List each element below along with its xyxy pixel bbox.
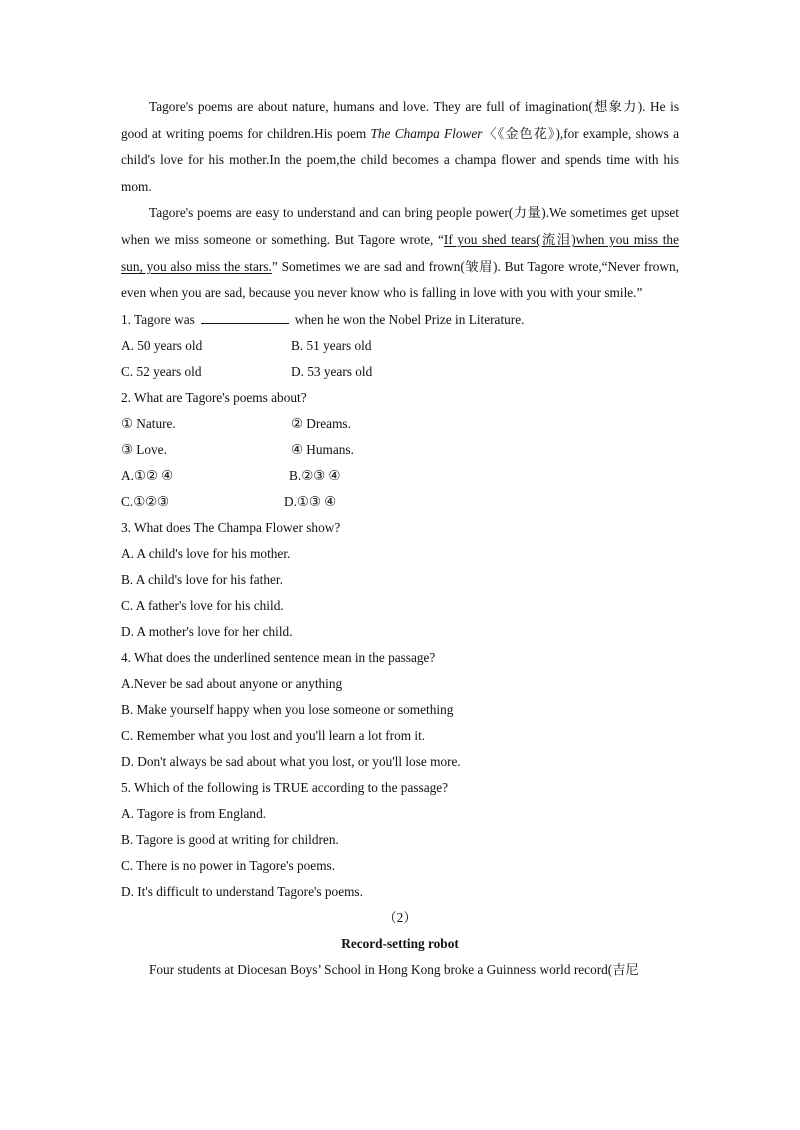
- question-2-options-row-1: [121, 463, 679, 489]
- q2-item-2: ② Dreams.: [291, 415, 351, 431]
- paragraph-2-text-a: Tagore's poems are easy to understand and can bring people power(力量).We sometimes get upset when we miss someone or something. But Tagore wrote, “: [121, 205, 679, 247]
- q2-item-4: ④ Humans.: [291, 441, 354, 457]
- q4-option-d: D. Don't always be sad about what you lost, or you'll lose more.: [121, 753, 461, 769]
- question-2-items-row-2: [121, 437, 679, 463]
- paragraph-1-text-b: 〈《金色花》),for example, shows a child's love for his mother.In the poem,the child becomes a champa flower and spends time with his mom.: [121, 125, 679, 194]
- passage-paragraph-2: [121, 200, 679, 306]
- passage-paragraph-1: [121, 94, 679, 200]
- q4-option-c: C. Remember what you lost and you'll learn a lot from it.: [121, 727, 426, 743]
- section-title: Record-setting robot: [341, 935, 459, 951]
- q3-option-b: B. A child's love for his father.: [121, 571, 283, 587]
- q3-option-a: A. A child's love for his mother.: [121, 545, 291, 561]
- paragraph-2-text-b: ” Sometimes we are sad and frown(皱眉). But Tagore wrote,“Never frown, even when you are sad, because you never know who is falling in love with you with your smile.”: [121, 258, 679, 301]
- question-1-options-row-1: [121, 333, 679, 359]
- question-1-stem-b: when he won the Nobel Prize in Literature.: [294, 311, 525, 327]
- q5-option-c: C. There is no power in Tagore's poems.: [121, 857, 336, 873]
- section-number: （2）: [383, 909, 417, 925]
- q4-option-a: A.Never be sad about anyone or anything: [121, 675, 343, 691]
- answer-blank: [201, 309, 289, 324]
- q1-option-b: B. 51 years old: [291, 337, 372, 353]
- question-1-options-row-2: [121, 359, 679, 385]
- q1-option-d: D. 53 years old: [291, 363, 373, 379]
- q2-item-1: ① Nature.: [121, 415, 176, 431]
- q4-option-b: B. Make yourself happy when you lose someone or something: [121, 701, 454, 717]
- q5-option-a: A. Tagore is from England.: [121, 805, 267, 821]
- question-4-stem: 4. What does the underlined sentence mean in the passage?: [121, 649, 436, 665]
- question-1-stem-a: 1. Tagore was: [121, 311, 195, 327]
- q1-option-a: A. 50 years old: [121, 337, 203, 353]
- question-3-stem: 3. What does The Champa Flower show?: [121, 519, 341, 535]
- question-2-items-row-1: [121, 411, 679, 437]
- q3-option-c: C. A father's love for his child.: [121, 597, 284, 613]
- q2-option-b: B.②③ ④: [289, 467, 341, 483]
- question-2-stem: 2. What are Tagore's poems about?: [121, 389, 307, 405]
- question-5-stem: 5. Which of the following is TRUE according to the passage?: [121, 779, 449, 795]
- question-2-options-row-2: [121, 489, 679, 515]
- q5-option-b: B. Tagore is good at writing for children.: [121, 831, 339, 847]
- q2-item-3: ③ Love.: [121, 441, 167, 457]
- q2-option-a: A.①② ④: [121, 467, 174, 483]
- paragraph-1-text-a: Tagore's poems are about nature, humans and love. They are full of imagination(想象力). He is good at writing poems for children.His poem: [121, 99, 679, 141]
- q5-option-d: D. It's difficult to understand Tagore's poems.: [121, 883, 363, 899]
- q1-option-c: C. 52 years old: [121, 363, 202, 379]
- q2-option-c: C.①②③: [121, 493, 169, 509]
- poem-title: The Champa Flower: [370, 125, 483, 141]
- document-page: [121, 94, 679, 983]
- q2-option-d: D.①③ ④: [284, 493, 337, 509]
- underlined-sentence: If you shed tears(流泪)when you miss the sun, you also miss the stars.: [121, 231, 679, 274]
- question-1-stem: [121, 307, 679, 333]
- q3-option-d: D. A mother's love for her child.: [121, 623, 293, 639]
- section-2-first-line: Four students at Diocesan Boys’ School in Hong Kong broke a Guinness world record(吉尼: [149, 961, 639, 977]
